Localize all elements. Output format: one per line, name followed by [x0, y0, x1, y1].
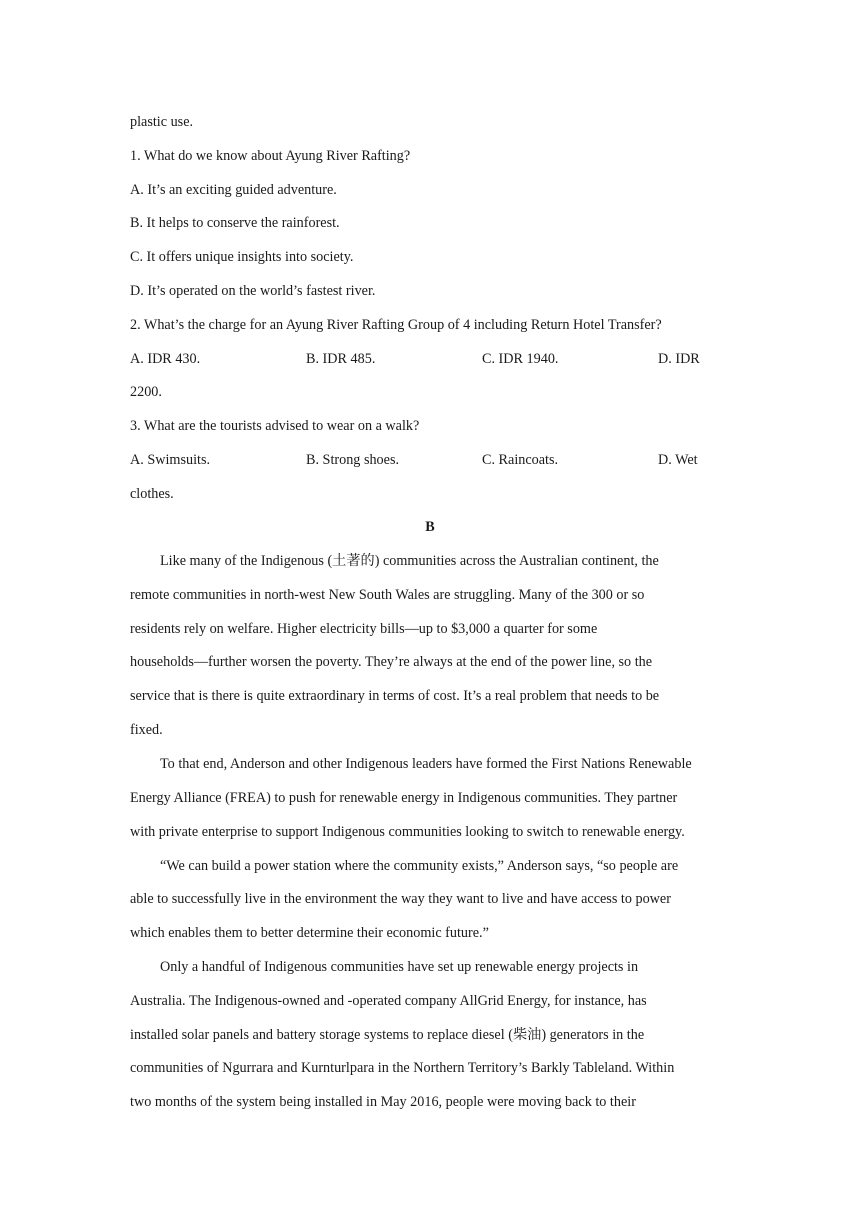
question-1-stem: 1. What do we know about Ayung River Rafting?	[130, 148, 411, 164]
section-b-line: residents rely on welfare. Higher electricity bills—up to $3,000 a quarter for some	[130, 621, 598, 637]
question-3-option-c: C. Raincoats.	[482, 452, 559, 468]
section-b-line: two months of the system being installed in May 2016, people were moving back to their	[130, 1094, 636, 1110]
section-b-line: with private enterprise to support Indigenous communities looking to switch to renewable energy.	[130, 824, 685, 840]
question-3-stem: 3. What are the tourists advised to wear on a walk?	[130, 418, 420, 434]
question-2-option-d: D. IDR	[658, 351, 700, 367]
question-1-option-a: A. It’s an exciting guided adventure.	[130, 182, 337, 198]
section-b-line: communities of Ngurrara and Kurnturlpara in the Northern Territory’s Barkly Tableland. Within	[130, 1060, 675, 1076]
section-b-line: service that is there is quite extraordinary in terms of cost. It’s a real problem that needs to be	[130, 688, 660, 704]
question-1-option-d: D. It’s operated on the world’s fastest river.	[130, 283, 376, 299]
question-1-option-b: B. It helps to conserve the rainforest.	[130, 215, 340, 231]
section-b-line: To that end, Anderson and other Indigenous leaders have formed the First Nations Renewable	[160, 756, 692, 772]
section-b-line: households—further worsen the poverty. They’re always at the end of the power line, so the	[130, 654, 653, 670]
question-1-option-c: C. It offers unique insights into society.	[130, 249, 354, 265]
section-b-line: which enables them to better determine their economic future.”	[130, 925, 489, 941]
section-b-line: Only a handful of Indigenous communities have set up renewable energy projects in	[160, 959, 639, 975]
question-2-option-c: C. IDR 1940.	[482, 351, 559, 367]
passage-a-tail: plastic use.	[130, 114, 194, 130]
question-3-option-a: A. Swimsuits.	[130, 452, 211, 468]
section-b-line: installed solar panels and battery storage systems to replace diesel (柴油) generators in the	[130, 1027, 645, 1043]
question-3-option-d-overflow: clothes.	[130, 486, 174, 502]
section-b-line: Energy Alliance (FREA) to push for renewable energy in Indigenous communities. They partner	[130, 790, 678, 806]
section-b-line: “We can build a power station where the community exists,” Anderson says, “so people are	[160, 858, 679, 874]
question-3-option-b: B. Strong shoes.	[306, 452, 400, 468]
section-b-line: Like many of the Indigenous (土著的) communities across the Australian continent, the	[160, 553, 659, 569]
section-b-heading: B	[425, 519, 435, 535]
question-3-option-d: D. Wet	[658, 452, 698, 468]
question-2-option-d-overflow: 2200.	[130, 384, 162, 400]
question-2-option-b: B. IDR 485.	[306, 351, 376, 367]
section-b-line: able to successfully live in the environment the way they want to live and have access to power	[130, 891, 671, 907]
question-2-stem: 2. What’s the charge for an Ayung River Rafting Group of 4 including Return Hotel Transfer?	[130, 317, 662, 333]
question-2-option-a: A. IDR 430.	[130, 351, 201, 367]
section-b-line: fixed.	[130, 722, 163, 738]
section-b-line: Australia. The Indigenous-owned and -operated company AllGrid Energy, for instance, has	[130, 993, 647, 1009]
section-b-line: remote communities in north-west New South Wales are struggling. Many of the 300 or so	[130, 587, 645, 603]
